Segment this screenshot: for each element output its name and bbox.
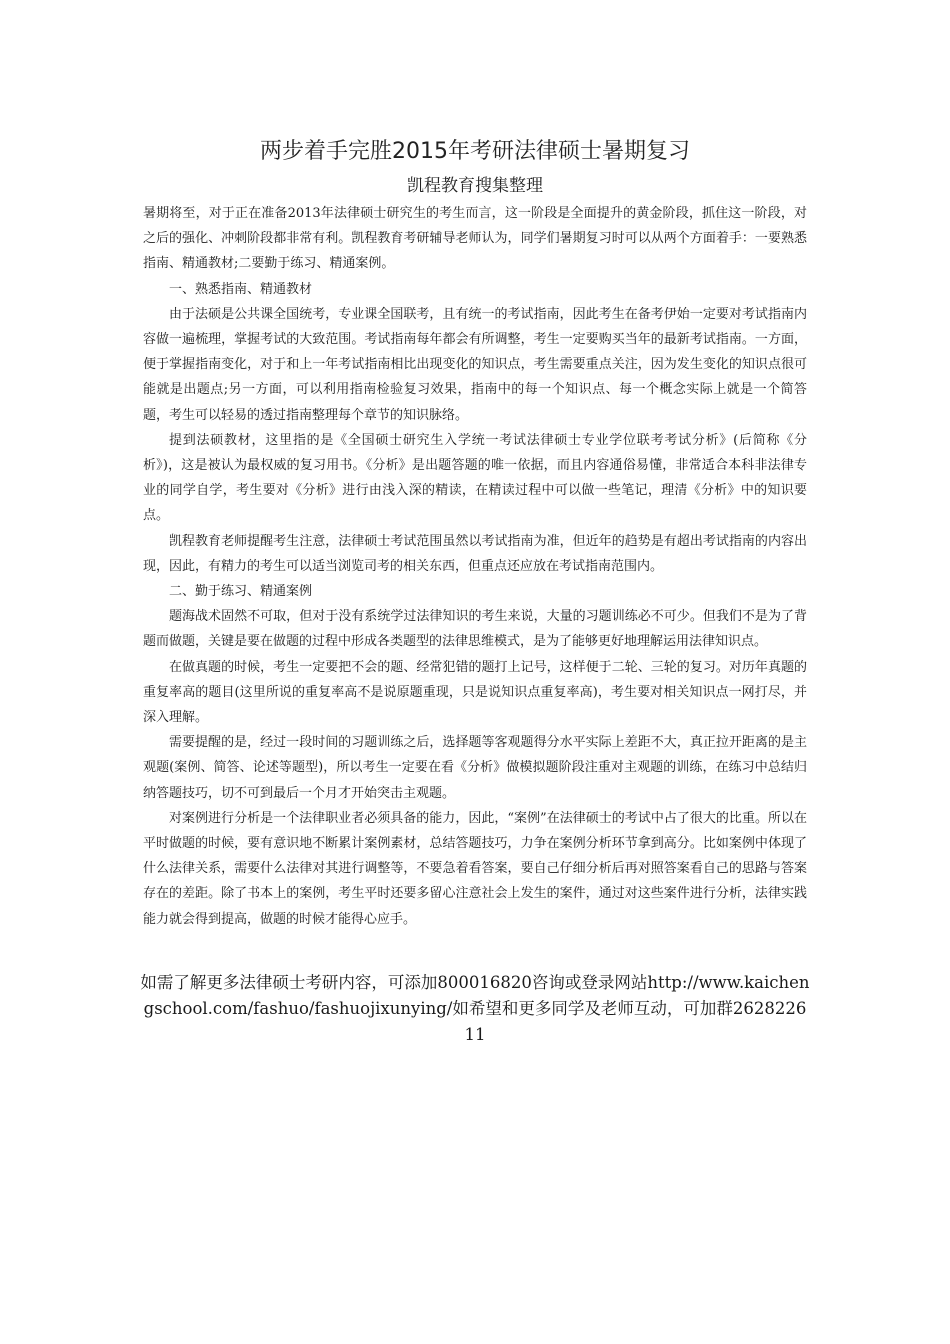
section-heading-1: 一、熟悉指南、精通教材 — [169, 281, 313, 297]
body-paragraph: 题海战术固然不可取，但对于没有系统学过法律知识的考生来说，大量的习题训练必不可少。但我们不是为了背题而做题，关键是要在做题的过程中形成各类题型的法律思维模式，是为了能够更好地理解运用法律知识点。 — [143, 609, 807, 650]
body-paragraph: 凯程教育老师提醒考生注意，法律硕士考试范围虽然以考试指南为准，但近年的趋势是有超出考试指南的内容出现，因此，有精力的考生可以适当浏览司考的相关东西，但重点还应放在考试指南范围内。 — [143, 533, 807, 574]
section-heading-2: 二、勤于练习、精通案例 — [169, 584, 313, 600]
article-body — [143, 201, 807, 932]
document-title: 两步着手完胜2015年考研法律硕士暑期复习 — [260, 139, 690, 164]
intro-paragraph: 暑期将至，对于正在准备2013年法律硕士研究生的考生而言，这一阶段是全面提升的黄金阶段，抓住这一阶段，对之后的强化、冲刺阶段都非常有利。凯程教育考研辅导老师认为，同学们暑期复习时可以从两个方面着手：一要熟悉指南、精通教材;二要勤于练习、精通案例。 — [143, 206, 807, 272]
body-paragraph: 需要提醒的是，经过一段时间的习题训练之后，选择题等客观题得分水平实际上差距不大，真正拉开距离的是主观题(案例、简答、论述等题型)，所以考生一定要在看《分析》做模拟题阶段注重对主观题的训练，在练习中总结归纳答题技巧，切不可到最后一个月才开始突击主观题。 — [143, 735, 807, 801]
body-paragraph: 由于法硕是公共课全国统考，专业课全国联考，且有统一的考试指南，因此考生在备考伊始一定要对考试指南内容做一遍梳理，掌握考试的大致范围。考试指南每年都会有所调整，考生一定要购买当年的最新考试指南。一方面，便于掌握指南变化，对于和上一年考试指南相比出现变化的知识点，考生需要重点关注，因为发生变化的知识点很可能就是出题点;另一方面，可以利用指南检验复习效果，指南中的每一个知识点、每一个概念实际上就是一个简答题，考生可以轻易的透过指南整理每个章节的知识脉络。 — [143, 306, 807, 423]
document-subtitle: 凯程教育搜集整理 — [407, 176, 543, 196]
body-paragraph: 提到法硕教材，这里指的是《全国硕士研究生入学统一考试法律硕士专业学位联考考试分析》(后简称《分析》)，这是被认为最权威的复习用书。《分析》是出题答题的唯一依据，而且内容通俗易懂，非常适合本科非法律专业的同学自学，考生要对《分析》进行由浅入深的精读，在精读过程中可以做一些笔记，理清《分析》中的知识要点。 — [143, 432, 807, 524]
body-paragraph: 在做真题的时候，考生一定要把不会的题、经常犯错的题打上记号，这样便于二轮、三轮的复习。对历年真题的重复率高的题目(这里所说的重复率高不是说原题重现，只是说知识点重复率高)，考生要对相关知识点一网打尽，并深入理解。 — [143, 659, 807, 726]
body-paragraph: 对案例进行分析是一个法律职业者必须具备的能力，因此，“案例”在法律硕士的考试中占了很大的比重。所以在平时做题的时候，要有意识地不断累计案例素材，总结答题技巧，力争在案例分析环节拿到高分。比如案例中体现了什么法律关系，需要什么法律对其进行调整等，不要急着看答案，要自己仔细分析后再对照答案看自己的思路与答案存在的差距。除了书本上的案例，考生平时还要多留心注意社会上发生的案件，通过对这些案件进行分析，法律实践能力就会得到提高，做题的时候才能得心应手。 — [143, 810, 807, 927]
contact-footer: 如需了解更多法律硕士考研内容，可添加800016820咨询或登录网站http://www.kaichengschool.com/fashuo/fashuojixunying/如希望和更多同学及老师互动，可加群262822611 — [140, 973, 810, 1044]
